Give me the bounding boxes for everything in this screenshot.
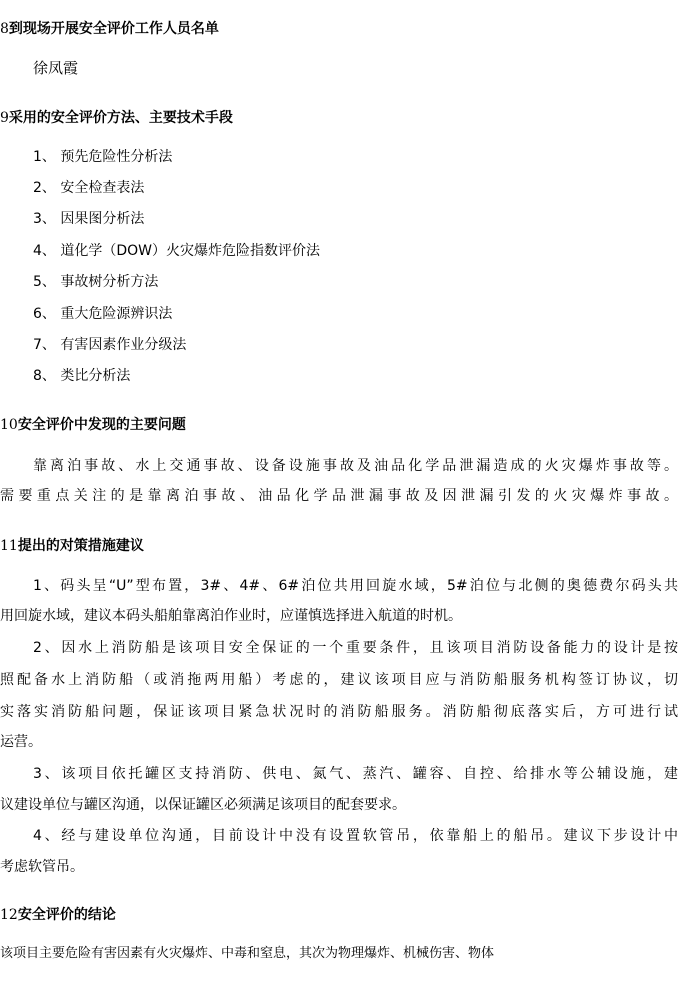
paragraph-line: 实落实消防船问题，保证该项目紧急状况时的消防船服务。消防船彻底落实后，方可进行试 xyxy=(0,704,678,720)
section-title: 采用的安全评价方法、主要技术手段 xyxy=(8,110,233,126)
paragraph-line: 该项目主要危险有害因素有火灾爆炸、中毒和窒息，其次为物理爆炸、机械伤害、物体 xyxy=(0,946,495,961)
paragraph-line: 1、码头呈“U”型布置，3#、4#、6#泊位共用回旋水域，5#泊位与北侧的奥德费尔码头共 xyxy=(33,578,678,594)
paragraph-line: 运营。 xyxy=(0,734,42,750)
paragraph-line: 需要重点关注的是靠离泊事故、油品化学品泄漏事故及因泄漏引发的火灾爆炸事故。 xyxy=(0,488,678,504)
section-number: 8 xyxy=(0,21,9,37)
evaluator-name: 徐凤霞 xyxy=(33,59,79,77)
method-item: 7、 有害因素作业分级法 xyxy=(33,337,187,353)
paragraph-line: 靠离泊事故、水上交通事故、设备设施事故及油品化学品泄漏造成的火灾爆炸事故等。 xyxy=(33,458,678,474)
method-item: 8、 类比分析法 xyxy=(33,368,131,384)
section-title: 提出的对策措施建议 xyxy=(17,538,144,554)
paragraph-line: 议建设单位与罐区沟通，以保证罐区必须满足该项目的配套要求。 xyxy=(0,797,406,813)
paragraph-line: 2、因水上消防船是该项目安全保证的一个重要条件，且该项目消防设备能力的设计是按 xyxy=(33,640,678,656)
paragraph-line: 3、该项目依托罐区支持消防、供电、氮气、蒸汽、罐容、自控、给排水等公辅设施，建 xyxy=(33,766,678,782)
section-12-heading xyxy=(0,905,116,925)
section-11-heading xyxy=(0,536,144,556)
section-8-heading xyxy=(0,19,219,39)
paragraph-line: 考虑软管吊。 xyxy=(0,859,84,875)
section-title: 安全评价中发现的主要问题 xyxy=(17,417,186,433)
section-number: 9 xyxy=(0,110,9,126)
section-title: 安全评价的结论 xyxy=(17,907,116,923)
section-9-heading xyxy=(0,108,233,128)
section-10-heading xyxy=(0,415,186,435)
method-item: 6、 重大危险源辨识法 xyxy=(33,306,173,322)
method-item: 3、 因果图分析法 xyxy=(33,211,145,227)
section-title: 到现场开展安全评价工作人员名单 xyxy=(8,21,219,37)
section-number: 10 xyxy=(0,417,18,433)
paragraph-line: 照配备水上消防船（或消拖两用船）考虑的，建议该项目应与消防船服务机构签订协议，切 xyxy=(0,672,678,688)
paragraph-line: 用回旋水域，建议本码头船舶靠离泊作业时，应谨慎选择进入航道的时机。 xyxy=(0,608,462,624)
section-number: 11 xyxy=(0,538,18,554)
method-item: 1、 预先危险性分析法 xyxy=(33,149,173,165)
method-item: 4、 道化学（DOW）火灾爆炸危险指数评价法 xyxy=(33,243,320,259)
paragraph-line: 4、经与建设单位沟通，目前设计中没有设置软管吊，依靠船上的船吊。建议下步设计中 xyxy=(33,828,678,844)
section-number: 12 xyxy=(0,907,18,923)
method-item: 2、 安全检查表法 xyxy=(33,180,145,196)
method-item: 5、 事故树分析方法 xyxy=(33,274,159,290)
